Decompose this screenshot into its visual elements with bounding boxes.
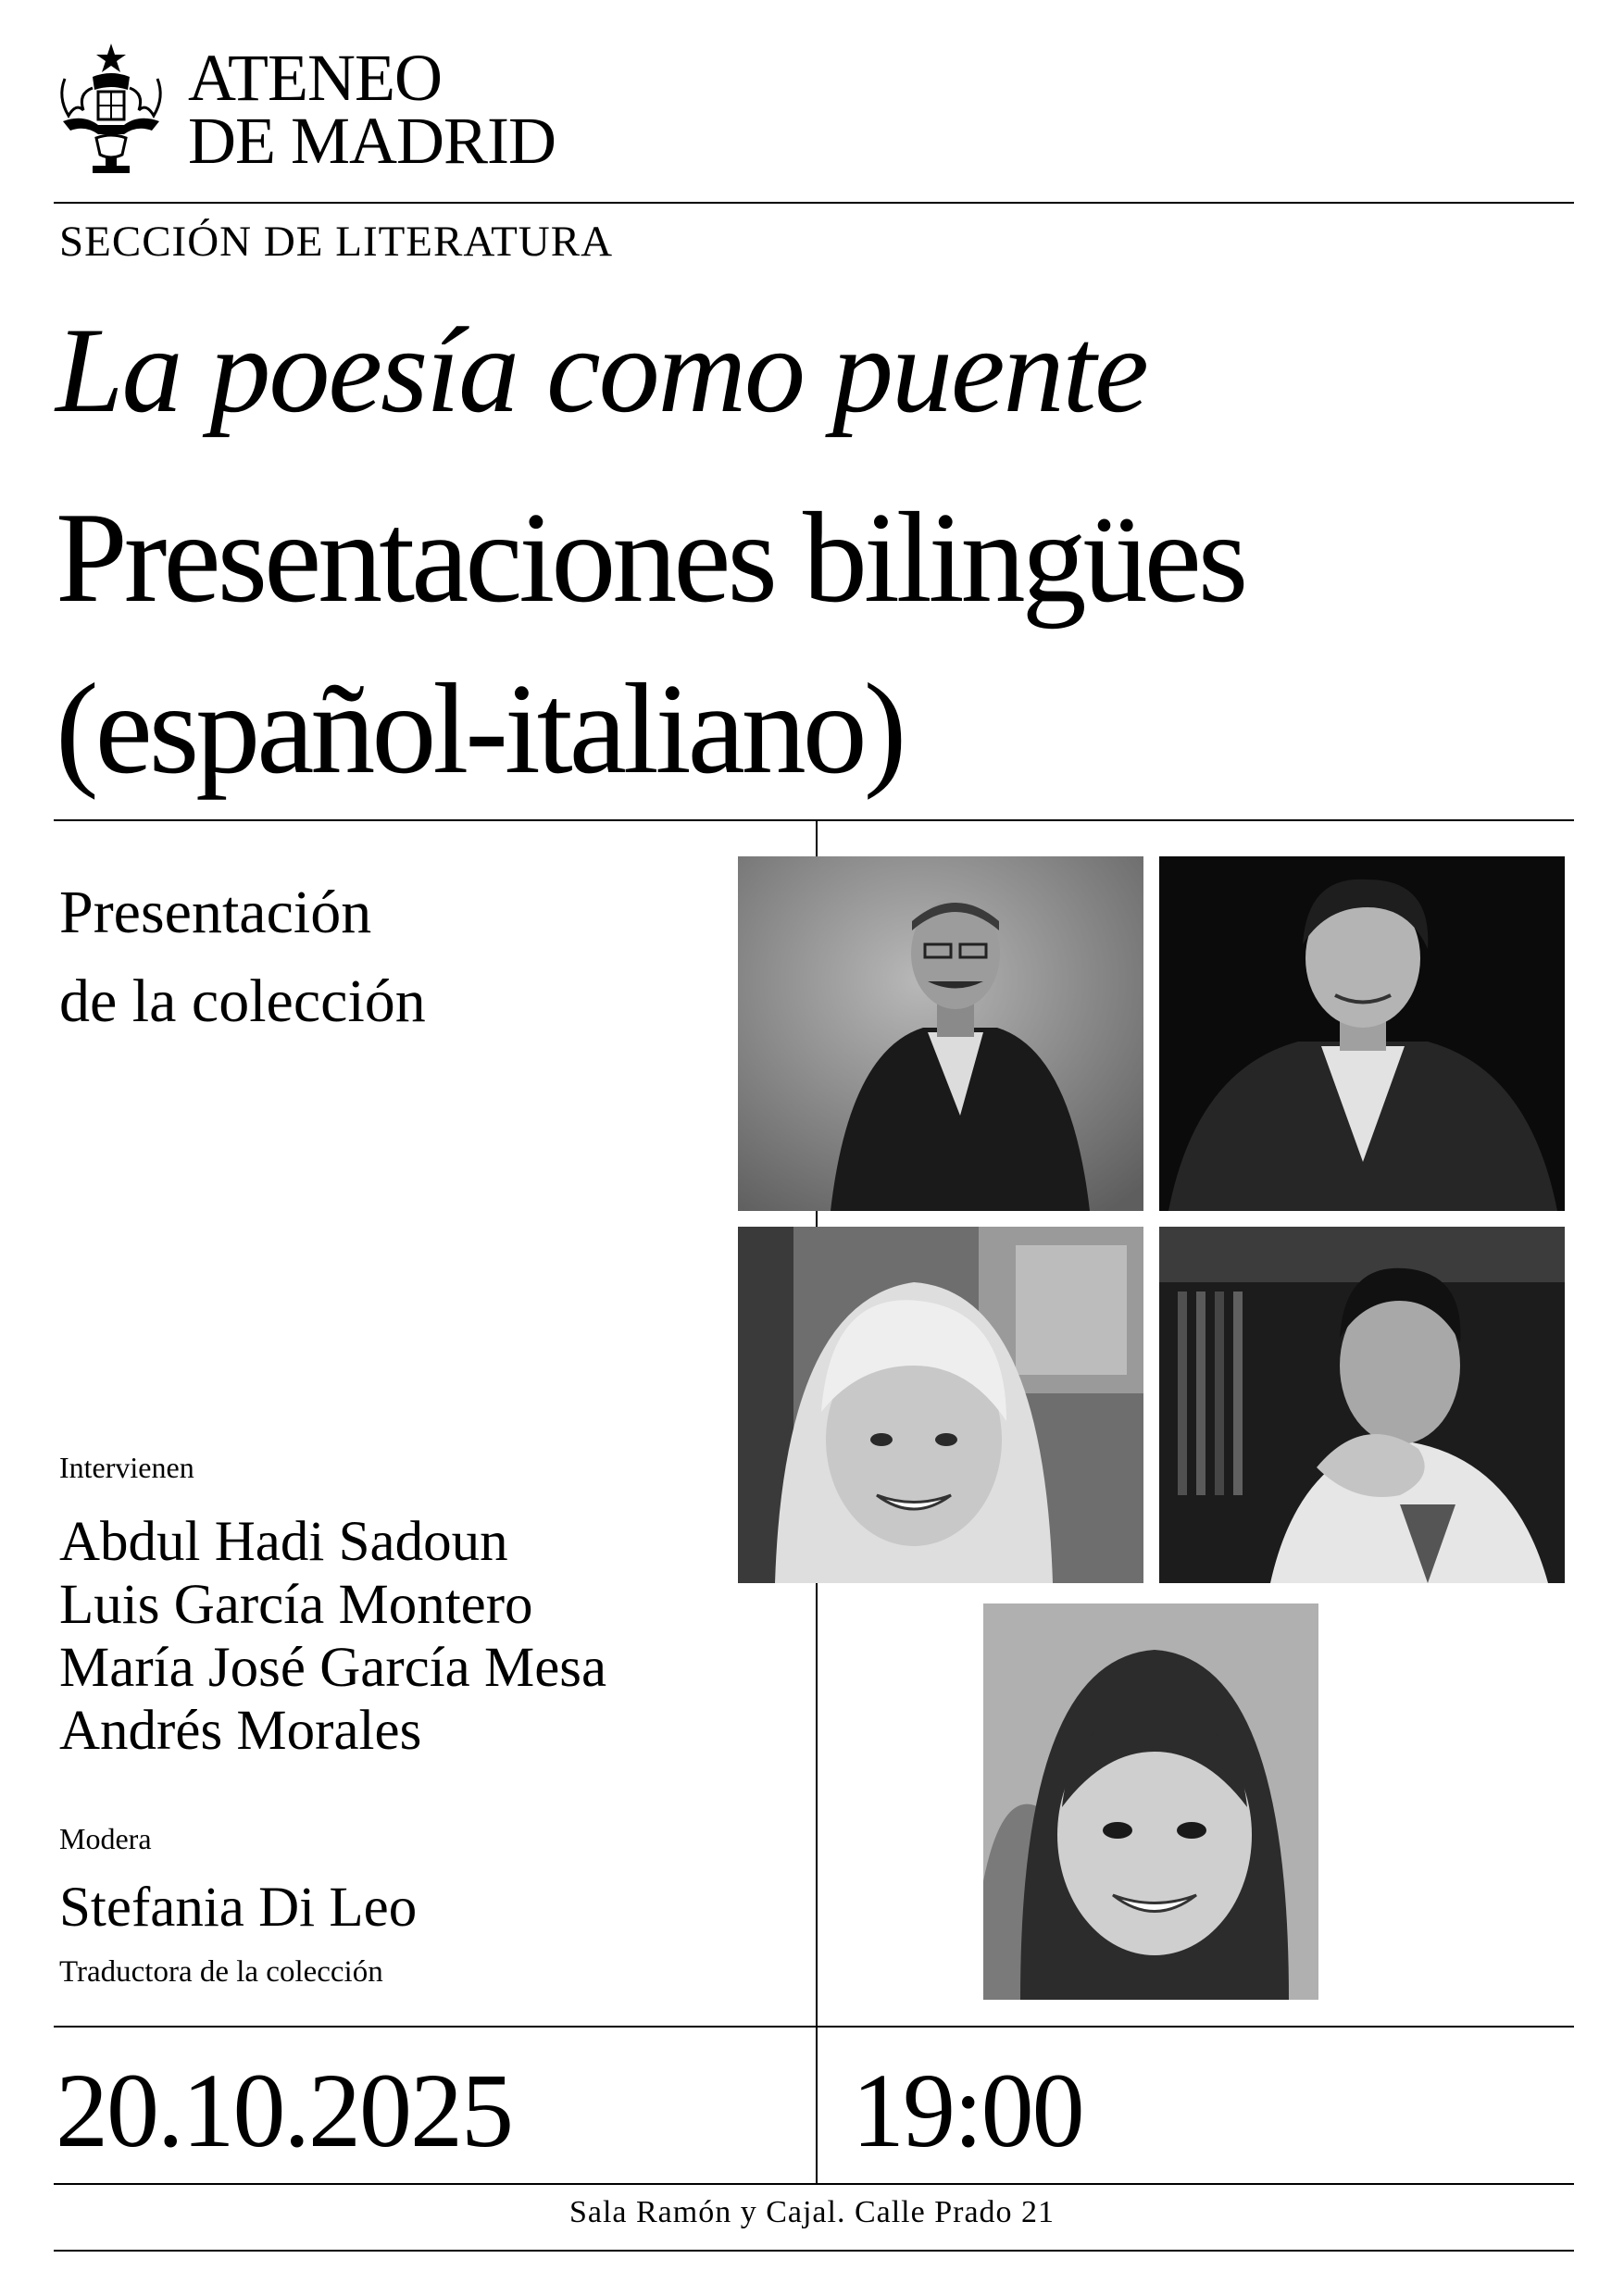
event-time: 19:00 xyxy=(852,2052,1083,2169)
speaker-name: Andrés Morales xyxy=(59,1700,422,1762)
speaker-photo-andres-morales xyxy=(1159,1227,1565,1583)
presentation-line2: de la colección xyxy=(59,967,426,1035)
event-subtitle xyxy=(56,472,1244,815)
speaker-name: Luis García Montero xyxy=(59,1574,533,1636)
speaker-name: Abdul Hadi Sadoun xyxy=(59,1511,508,1573)
event-subtitle-line2: (español-italiano) xyxy=(56,657,904,801)
speaker-photo-maria-jose-garcia-mesa xyxy=(738,1227,1143,1583)
speaker-name: María José García Mesa xyxy=(59,1637,607,1699)
divider-bottom xyxy=(54,2250,1574,2252)
moderator-name: Stefania Di Leo xyxy=(59,1877,418,1939)
organization-name xyxy=(188,41,556,178)
section-title: SECCIÓN DE LITERATURA xyxy=(59,218,614,266)
vertical-divider-lower xyxy=(816,2026,818,2183)
divider-venue xyxy=(54,2183,1574,2185)
moderator-label: Modera xyxy=(59,1822,152,1855)
divider-top xyxy=(54,202,1574,204)
speakers-list xyxy=(59,1511,606,1763)
event-subtitle-line1: Presentaciones bilingües xyxy=(56,486,1245,630)
event-title: La poesía como puente xyxy=(56,302,1147,438)
moderator-role: Traductora de la colección xyxy=(59,1955,383,1989)
org-name-line2: DE MADRID xyxy=(188,104,556,178)
speaker-photo-luis-garcia-montero xyxy=(1159,856,1565,1211)
event-date: 20.10.2025 xyxy=(56,2052,512,2169)
presentation-line1: Presentación xyxy=(59,879,372,946)
org-name-line1: ATENEO xyxy=(188,41,442,115)
speaker-photo-abdul-hadi-sadoun xyxy=(738,856,1143,1211)
divider-middle xyxy=(54,819,1574,821)
moderator-photo-stefania-di-leo xyxy=(983,1603,1318,2000)
speakers-label: Intervienen xyxy=(59,1451,194,1484)
presentation-heading xyxy=(59,868,426,1046)
divider-date xyxy=(54,2026,1574,2028)
event-venue: Sala Ramón y Cajal. Calle Prado 21 xyxy=(568,2195,1056,2229)
ateneo-emblem-logo xyxy=(56,42,167,181)
